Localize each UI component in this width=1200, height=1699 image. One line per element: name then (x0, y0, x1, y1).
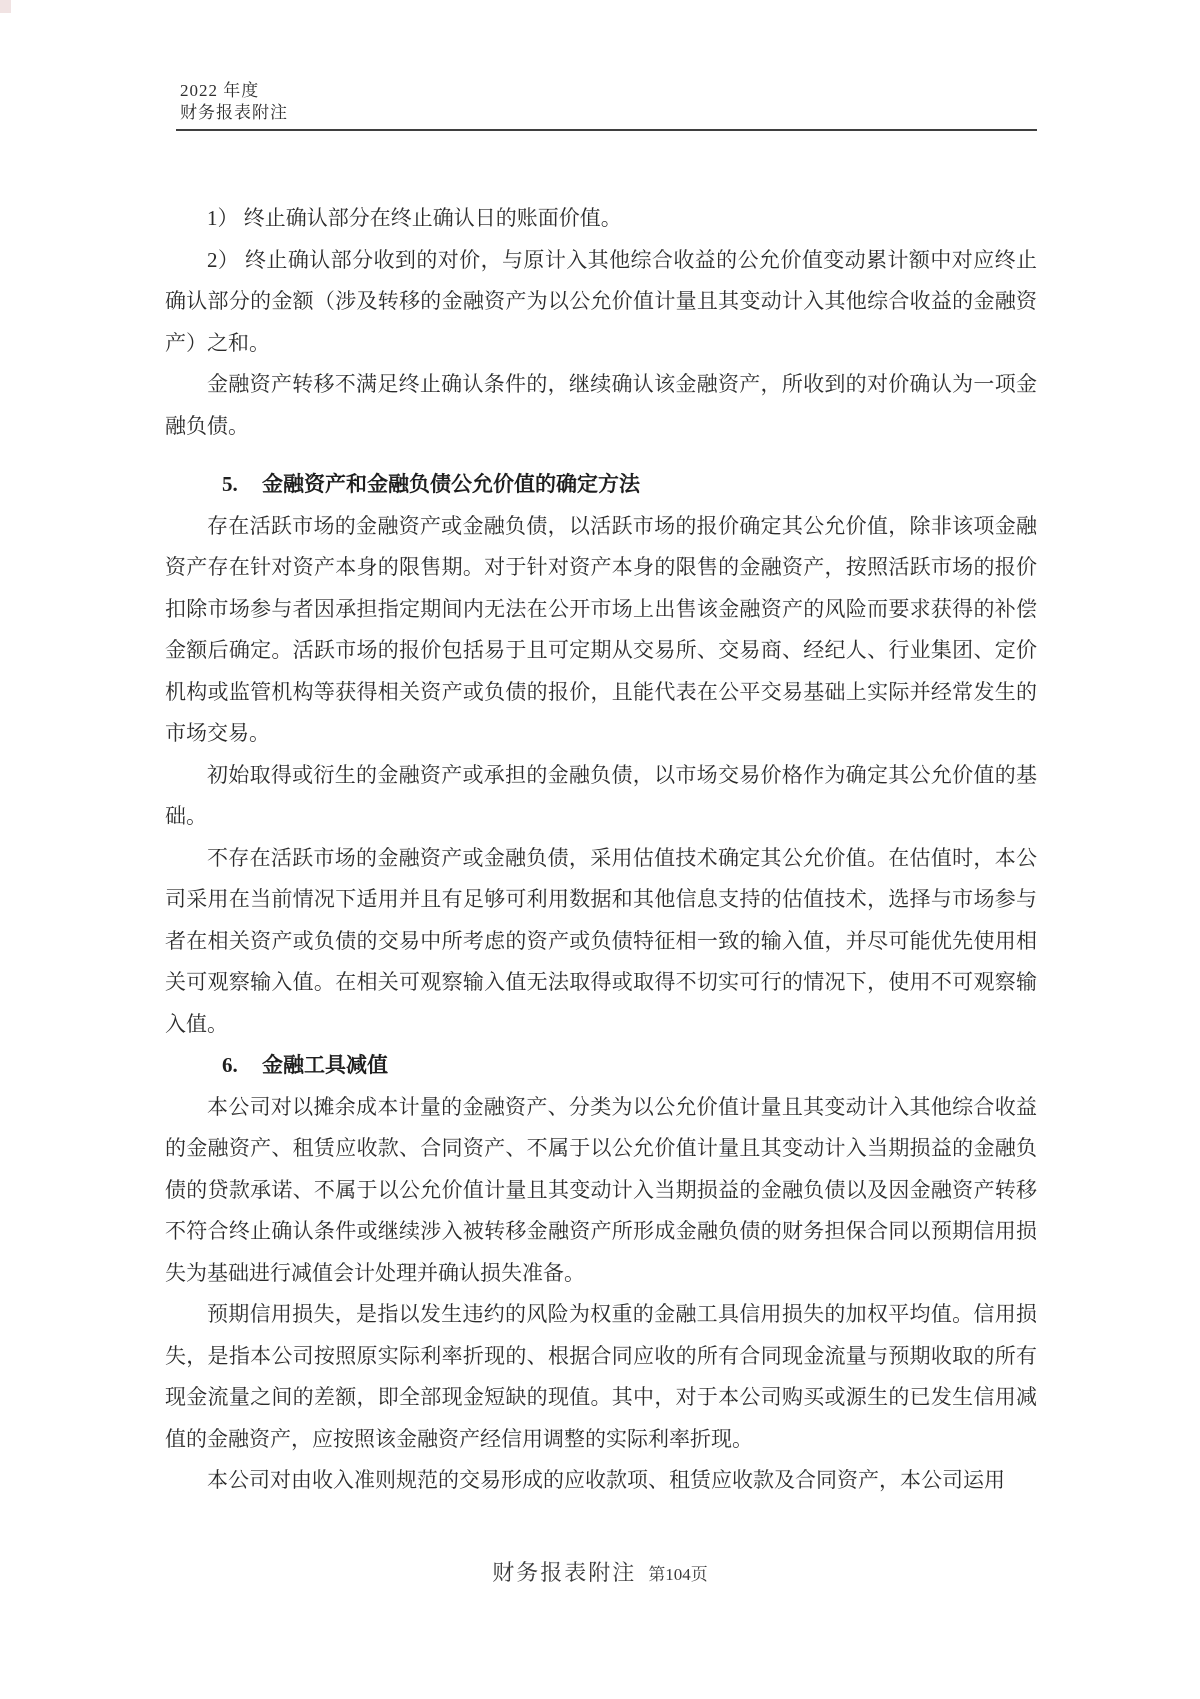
document-body (165, 198, 1037, 1502)
paragraph: 本公司对以摊余成本计量的金融资产、分类为以公允价值计量且其变动计入其他综合收益的金融资产、租赁应收款、合同资产、不属于以公允价值计量且其变动计入当期损益的金融负债的贷款承诺、不属于以公允价值计量且其变动计入当期损益的金融负债以及因金融资产转移不符合终止确认条件或继续涉入被转移金融资产所形成金融负债的财务担保合同以预期信用损失为基础进行减值会计处理并确认损失准备。 (165, 1094, 1037, 1285)
paragraph: 不存在活跃市场的金融资产或金融负债，采用估值技术确定其公允价值。在估值时，本公司采用在当前情况下适用并且有足够可利用数据和其他信息支持的估值技术，选择与市场参与者在相关资产或负债的交易中所考虑的资产或负债特征相一致的输入值，并尽可能优先使用相关可观察输入值。在相关可观察输入值无法取得或取得不切实可行的情况下，使用不可观察输入值。 (165, 845, 1037, 1036)
section-heading-5 (165, 464, 1037, 506)
section-title: 金融资产和金融负债公允价值的确定方法 (262, 472, 640, 496)
section-heading-6 (165, 1045, 1037, 1087)
paragraph: 存在活跃市场的金融资产或金融负债，以活跃市场的报价确定其公允价值，除非该项金融资产存在针对资产本身的限售期。对于针对资产本身的限售的金融资产，按照活跃市场的报价扣除市场参与者因承担指定期间内无法在公开市场上出售该金融资产的风险而要求获得的补偿金额后确定。活跃市场的报价包括易于且可定期从交易所、交易商、经纪人、行业集团、定价机构或监管机构等获得相关资产或负债的报价，且能代表在公平交易基础上实际并经常发生的市场交易。 (165, 513, 1037, 745)
section-number: 6. (222, 1053, 238, 1077)
paragraph: 预期信用损失，是指以发生违约的风险为权重的金融工具信用损失的加权平均值。信用损失，是指本公司按照原实际利率折现的、根据合同应收的所有合同现金流量与预期收取的所有现金流量之间的差额，即全部现金短缺的现值。其中，对于本公司购买或源生的已发生信用减值的金融资产，应按照该金融资产经信用调整的实际利率折现。 (165, 1302, 1037, 1451)
page-footer (0, 1556, 1200, 1587)
section-title: 金融工具减值 (262, 1053, 388, 1077)
report-title: 财务报表附注 (180, 103, 288, 122)
paragraph: 本公司对由收入准则规范的交易形成的应收款项、租赁应收款及合同资产，本公司运用 (207, 1468, 1005, 1492)
list-item: 2） 终止确认部分收到的对价，与原计入其他综合收益的公允价值变动累计额中对应终止确认部分的金额（涉及转移的金融资产为以公允价值计量且其变动计入其他综合收益的金融资产）之和。 (165, 247, 1037, 355)
footer-title: 财务报表附注 (492, 1560, 637, 1585)
report-year: 2022 年度 (180, 81, 260, 100)
header-divider (176, 129, 1037, 131)
paragraph: 金融资产转移不满足终止确认条件的，继续确认该金融资产，所收到的对价确认为一项金融负债。 (165, 372, 1037, 438)
scan-corner-artifact (0, 0, 11, 13)
footer-page-number: 第104页 (648, 1565, 708, 1584)
paragraph: 初始取得或衍生的金融资产或承担的金融负债，以市场交易价格作为确定其公允价值的基础。 (165, 762, 1037, 828)
section-number: 5. (222, 472, 238, 496)
list-item: 1） 终止确认部分在终止确认日的账面价值。 (207, 206, 622, 230)
page-header (180, 80, 288, 124)
